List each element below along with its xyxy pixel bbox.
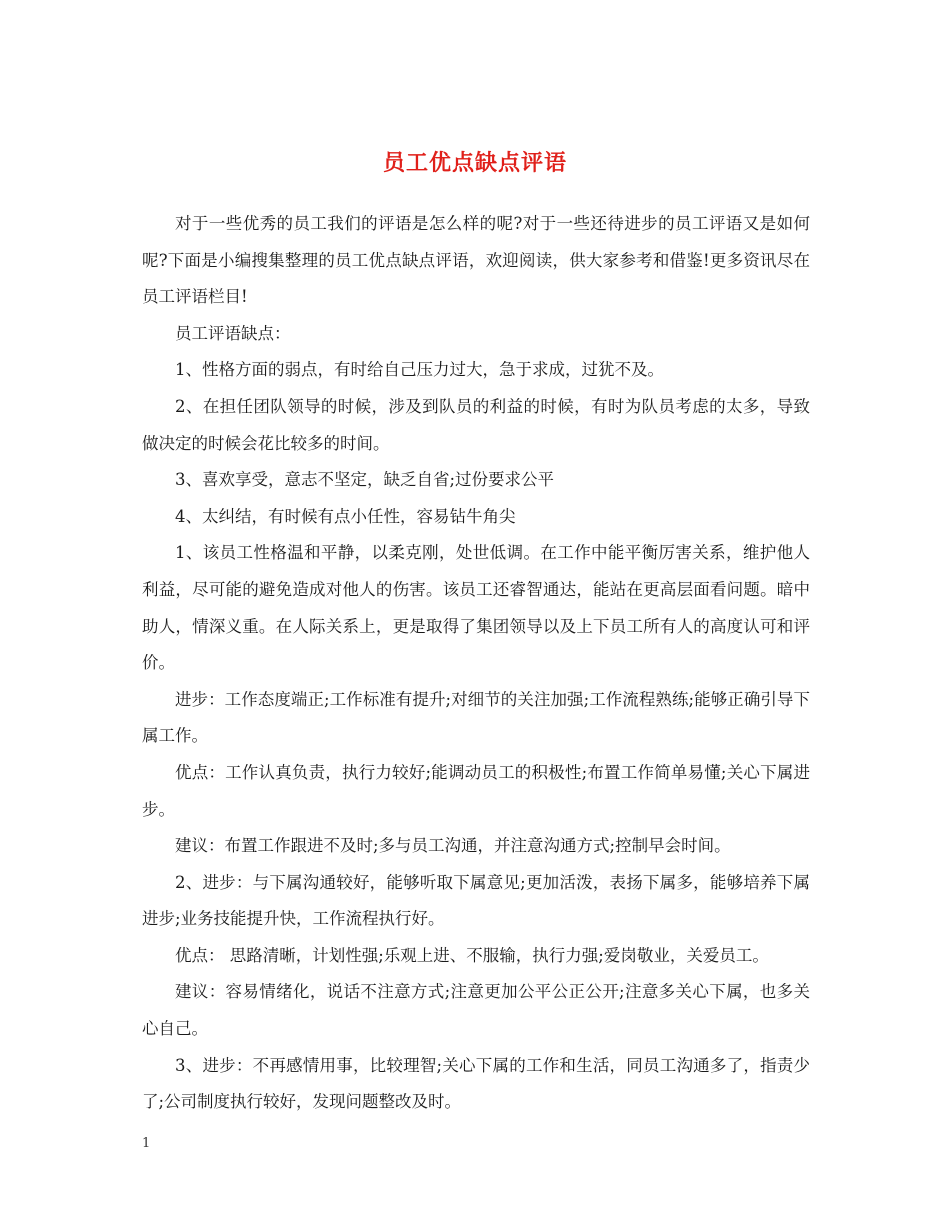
paragraph: 3、进步：不再感情用事，比较理智;关心下属的工作和生活，同员工沟通多了，指责少了;公司制度执行较好，发现问题整改及时。 xyxy=(142,1055,810,1112)
paragraph: 建议：布置工作跟进不及时;多与员工沟通，并注意沟通方式;控制早会时间。 xyxy=(175,836,731,856)
page-number: 1 xyxy=(142,1136,151,1151)
paragraph: 优点：工作认真负责，执行力较好;能调动员工的积极性;布置工作简单易懂;关心下属进步。 xyxy=(142,762,810,819)
paragraph: 2、进步：与下属沟通较好，能够听取下属意见;更加活泼，表扬下属多，能够培养下属进步;业务技能提升快，工作流程执行好。 xyxy=(142,872,810,929)
paragraph-intro: 对于一些优秀的员工我们的评语是怎么样的呢?对于一些还待进步的员工评语又是如何呢?下面是小编搜集整理的员工优点缺点评语，欢迎阅读，供大家参考和借鉴!更多资讯尽在员工评语栏目! xyxy=(142,214,810,307)
paragraph: 4、太纠结，有时候有点小任性，容易钻牛角尖 xyxy=(175,506,516,526)
paragraph: 1、性格方面的弱点，有时给自己压力过大，急于求成，过犹不及。 xyxy=(175,360,664,380)
document-body xyxy=(142,206,810,1121)
paragraph: 2、在担任团队领导的时候，涉及到队员的利益的时候，有时为队员考虑的太多，导致做决定的时候会花比较多的时间。 xyxy=(142,396,810,453)
paragraph-shortcomings-heading: 员工评语缺点： xyxy=(175,323,291,343)
paragraph: 1、该员工性格温和平静，以柔克刚，处世低调。在工作中能平衡厉害关系，维护他人利益，尽可能的避免造成对他人的伤害。该员工还睿智通达，能站在更高层面看问题。暗中助人，情深义重。在人际关系上，更是取得了集团领导以及上下员工所有人的高度认可和评价。 xyxy=(142,543,810,673)
paragraph: 3、喜欢享受，意志不坚定，缺乏自省;过份要求公平 xyxy=(175,470,555,490)
paragraph: 优点： 思路清晰，计划性强;乐观上进、不服输，执行力强;爱岗敬业，关爱员工。 xyxy=(175,945,769,965)
document-title: 员工优点缺点评语 xyxy=(382,149,567,176)
paragraph: 建议：容易情绪化，说话不注意方式;注意更加公平公正公开;注意多关心下属，也多关心自己。 xyxy=(142,982,810,1039)
paragraph: 进步：工作态度端正;工作标准有提升;对细节的关注加强;工作流程熟练;能够正确引导下属工作。 xyxy=(142,689,810,746)
